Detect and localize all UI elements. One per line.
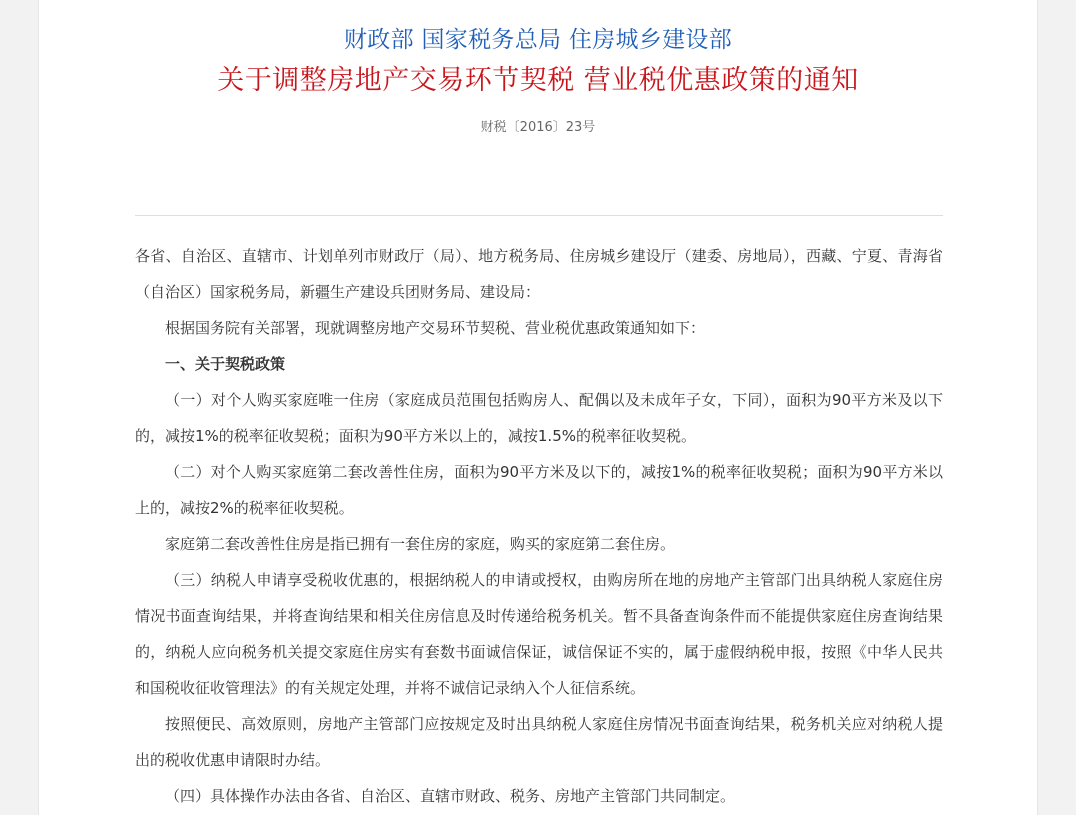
document-number: 财税〔2016〕23号 (480, 120, 596, 135)
item-paragraph-1: （一）对个人购买家庭唯一住房（家庭成员范围包括购房人、配偶以及未成年子女，下同），面积为90平方米及以下的，减按1%的税率征收契税；面积为90平方米以上的，减按1.5%的税率征收契税。 (135, 391, 943, 445)
document-title: 关于调整房地产交易环节契税 营业税优惠政策的通知 (217, 65, 859, 96)
item-paragraph-2: （二）对个人购买家庭第二套改善性住房，面积为90平方米及以下的，减按1%的税率征收契税；面积为90平方米以上的，减按2%的税率征收契税。 (135, 463, 943, 517)
document-page (38, 0, 1038, 815)
item-paragraph-3: （三）纳税人申请享受税收优惠的，根据纳税人的申请或授权，由购房所在地的房地产主管部门出具纳税人家庭住房情况书面查询结果，并将查询结果和相关住房信息及时传递给税务机关。暂不具备查询条件而不能提供家庭住房查询结果的，纳税人应向税务机关提交家庭住房实有套数书面诚信保证，诚信保证不实的，属于虚假纳税申报，按照《中华人民共和国税收征收管理法》的有关规定处理，并将不诚信记录纳入个人征信系统。 (135, 571, 943, 697)
issuing-departments: 财政部 国家税务总局 住房城乡建设部 (343, 27, 733, 53)
item-paragraph-4: （四）具体操作办法由各省、自治区、直辖市财政、税务、房地产主管部门共同制定。 (165, 787, 736, 805)
item-note-3: 按照便民、高效原则，房地产主管部门应按规定及时出具纳税人家庭住房情况书面查询结果，税务机关应对纳税人提出的税收优惠申请限时办结。 (135, 715, 943, 769)
intro-paragraph: 根据国务院有关部署，现就调整房地产交易环节契税、营业税优惠政策通知如下： (165, 319, 706, 337)
salutation-paragraph: 各省、自治区、直辖市、计划单列市财政厅（局）、地方税务局、住房城乡建设厅（建委、房地局），西藏、宁夏、青海省（自治区）国家税务局，新疆生产建设兵团财务局、建设局： (135, 247, 943, 301)
section-heading: 一、关于契税政策 (165, 355, 286, 373)
document-body (135, 238, 943, 814)
item-note-2: 家庭第二套改善性住房是指已拥有一套住房的家庭，购买的家庭第二套住房。 (165, 535, 676, 553)
header-divider (135, 215, 943, 216)
